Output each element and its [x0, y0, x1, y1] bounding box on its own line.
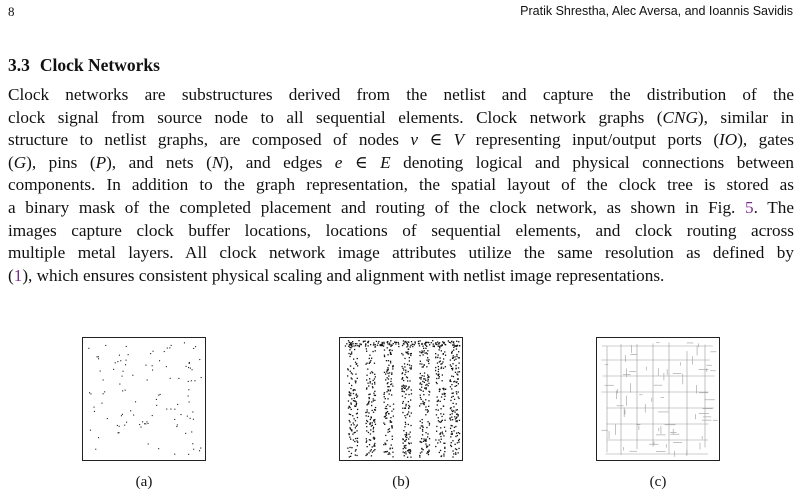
figure-b [339, 337, 463, 491]
text-run: ( [8, 152, 14, 172]
running-head-authors: Pratik Shrestha, Alec Aversa, and Ioannis Savidis [520, 4, 793, 18]
page-number: 8 [8, 4, 15, 19]
paragraph-line [8, 107, 794, 130]
text-run: ), pins ( [26, 152, 96, 172]
paragraph-line [8, 84, 794, 107]
section-title: Clock Networks [39, 55, 160, 75]
abbrev-p: P [95, 152, 107, 172]
caption-a: (a) [135, 474, 153, 490]
paragraph-line [8, 174, 794, 197]
text-run: ), gates [737, 130, 794, 150]
section-number: 3.3 [8, 55, 30, 75]
paragraph-line [8, 242, 794, 265]
text-run: a binary mask of the completed placement and routing of the clock network, as shown in Fig. [8, 197, 746, 217]
paragraph-line [8, 265, 794, 288]
text-run: representing input/output ports ( [464, 130, 720, 150]
abbrev-g: G [13, 152, 27, 172]
math-e-in-E: e ∈ E [334, 152, 391, 172]
abbrev-io: IO [719, 130, 738, 150]
abbrev-n: N [211, 152, 224, 172]
text-run: denoting logical and physical connections between [390, 152, 794, 172]
figure-reference-link[interactable]: 5 [745, 197, 754, 217]
caption-c: (c) [649, 474, 667, 490]
paragraph-line [8, 129, 794, 152]
text-run: images capture clock buffer locations, locations of sequential elements, and clock routing across [8, 220, 794, 240]
text-run: structure to netlist graphs, are composed of nodes [8, 130, 411, 150]
section-heading [8, 55, 160, 76]
text-run: ), and nets ( [106, 152, 212, 172]
dense-dots-image [340, 338, 462, 460]
text-run: ), and edges [223, 152, 335, 172]
paragraph-line [8, 197, 794, 220]
caption-b: (b) [392, 474, 410, 490]
text-run: ( [8, 265, 14, 285]
math-v-in-V: v ∈ V [410, 130, 465, 150]
figure-a [82, 337, 206, 491]
paragraph-line [8, 220, 794, 243]
figure-c [596, 337, 720, 491]
text-run: ), which ensures consistent physical scaling and alignment with netlist image representations. [22, 265, 665, 285]
text-run: Clock networks are substructures derived from the netlist and capture the distribution of the [8, 85, 794, 104]
routing-lines-image [597, 338, 719, 460]
text-run: . The [753, 197, 794, 217]
text-run: multiple metal layers. All clock network image attributes utilize the same resolution as defined by [8, 243, 794, 263]
text-run: clock signal from source node to all sequential elements. Clock network graphs ( [8, 107, 663, 127]
sparse-dots-image [83, 338, 205, 460]
body-paragraph [8, 84, 794, 287]
text-run: components. In addition to the graph representation, the spatial layout of the clock tree is stored as [8, 175, 794, 195]
abbrev-cng: CNG [662, 107, 698, 127]
running-header [8, 4, 793, 22]
clock-routing-image [596, 337, 720, 461]
clock-buffer-image [82, 337, 206, 461]
paragraph-line [8, 152, 794, 175]
text-run: ), similar in [697, 107, 794, 127]
equation-reference-link[interactable]: 1 [13, 265, 23, 285]
sequential-elements-image [339, 337, 463, 461]
